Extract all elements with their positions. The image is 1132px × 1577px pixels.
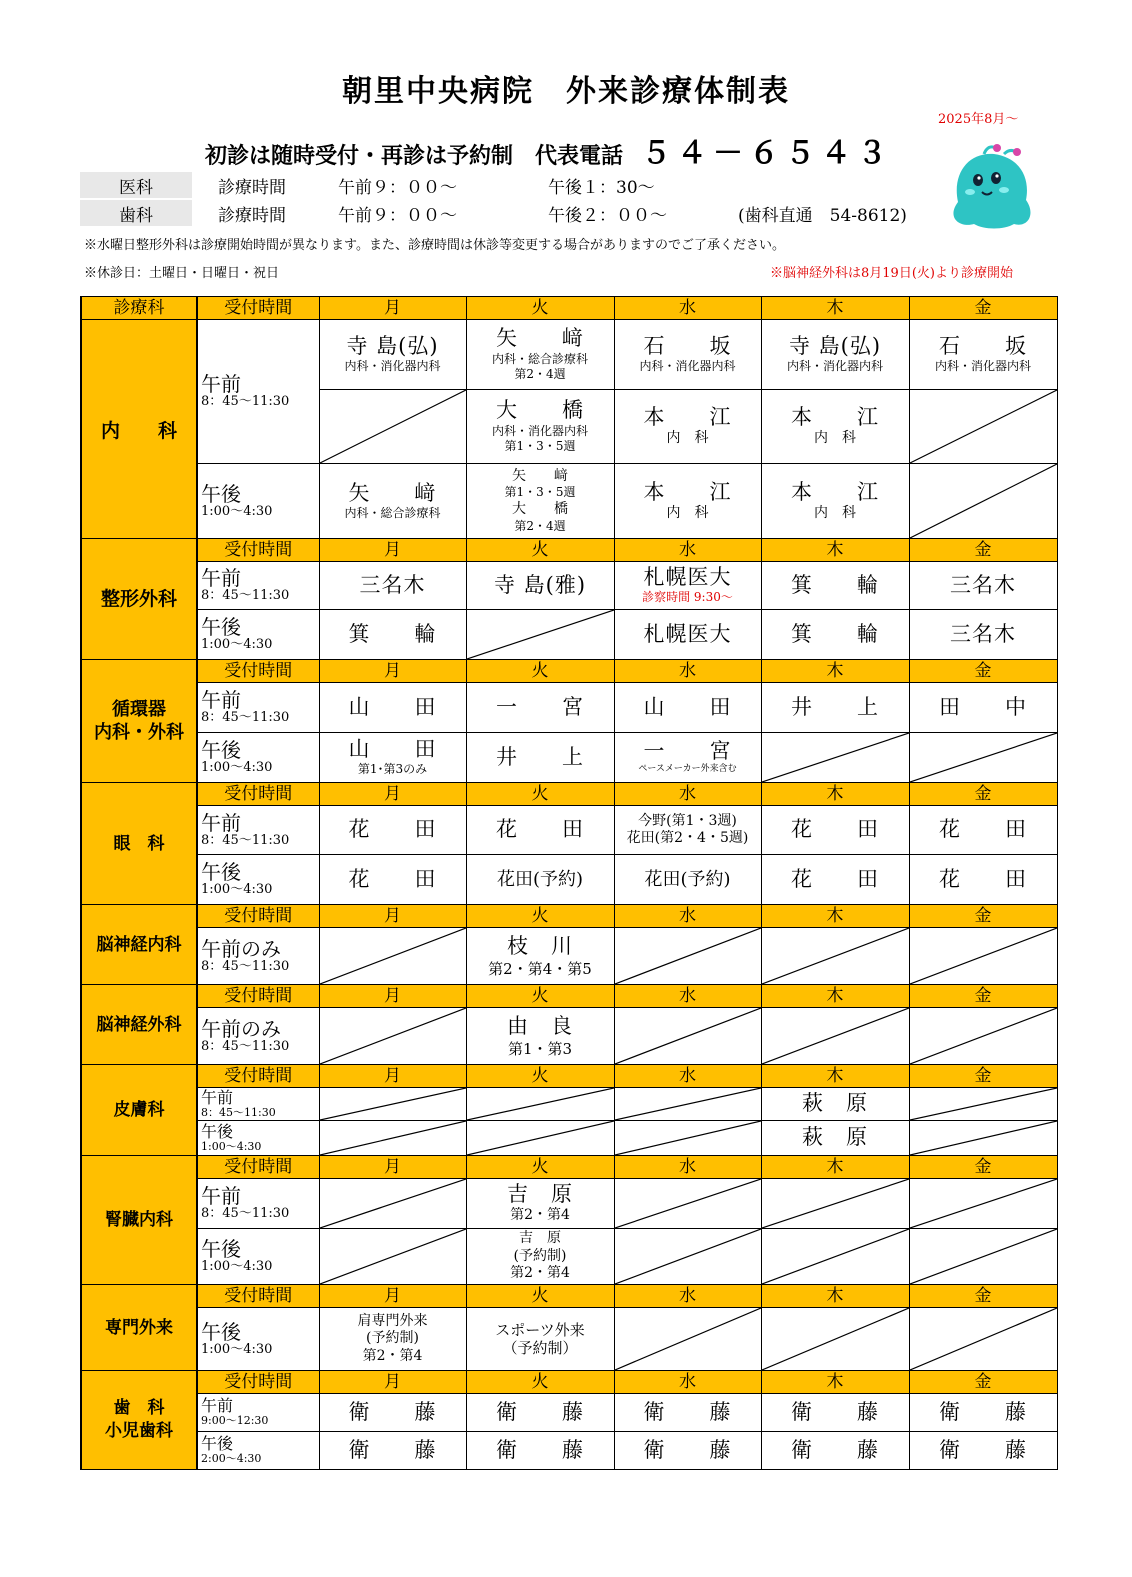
subheader-day: 木 [761,1285,909,1308]
table-row [81,1008,1057,1065]
subheader-day: 水 [614,985,761,1008]
closed-slash [762,1229,909,1284]
schedule-cell: 花田(予約) [614,855,761,905]
schedule-cell: 花 田 [761,806,909,855]
schedule-cell: 衛 藤 [466,1432,614,1470]
empty-cell [466,1121,614,1156]
subheader-day: 月 [319,1156,466,1179]
time-am: 午前 8：45～11:30 [197,1088,319,1121]
time-pm: 午後 1:00～4:30 [197,855,319,905]
schedule-cell: 寺 島(雅) [466,562,614,610]
closed-slash [762,733,909,782]
subheader-day: 金 [909,539,1057,562]
dept-dental: 歯 科 小児歯科 [81,1371,197,1470]
closed-slash [910,733,1057,782]
empty-cell [614,1229,761,1285]
table-row [81,1394,1057,1432]
subheader-row [81,1285,1057,1308]
empty-cell [466,1088,614,1121]
subheader-day: 金 [909,660,1057,683]
table-row [81,1121,1057,1156]
table-row [81,733,1057,783]
schedule-cell: 本 江 内 科 [614,390,761,464]
table-row [81,928,1057,985]
subheader-day: 月 [319,985,466,1008]
subheader-row [81,905,1057,928]
time-am: 午前 8：45～11:30 [197,806,319,855]
table-row [81,855,1057,905]
time-pm: 午後 1:00～4:30 [197,464,319,539]
subheader-day: 木 [761,783,909,806]
schedule-cell: 本 江 内 科 [761,390,909,464]
table-row [81,806,1057,855]
subheader-day: 木 [761,905,909,928]
subheader-row [81,1156,1057,1179]
dept-internal: 内 科 [81,320,197,539]
subheader-row [81,985,1057,1008]
subheader-day: 火 [466,1285,614,1308]
subheader-day: 水 [614,1285,761,1308]
time-am: 午前 8：45～11:30 [197,1179,319,1229]
empty-cell [319,1008,466,1065]
schedule-cell: 山 田 第1･第3のみ [319,733,466,783]
empty-cell [761,733,909,783]
schedule-cell: 矢 﨑 内科・総合診療科 [319,464,466,539]
subheader-day: 金 [909,783,1057,806]
dept-eye: 眼 科 [81,783,197,905]
subheader-day: 火 [466,660,614,683]
empty-cell [614,928,761,985]
empty-cell [319,1088,466,1121]
closed-slash [467,1088,614,1120]
closed-slash [467,610,614,659]
closed-slash [910,1179,1057,1228]
time-am: 午前 9:00～12:30 [197,1394,319,1432]
closed-slash [910,1308,1057,1370]
schedule-cell: 本 江 内 科 [614,464,761,539]
schedule-cell: 花 田 [909,806,1057,855]
header-dept: 診療科 [81,297,197,320]
empty-cell [909,390,1057,464]
time-pm: 午後 1:00～4:30 [197,1308,319,1371]
schedule-cell: 矢 﨑 第1・3・5週 大 橋 第2・4週 [466,464,614,539]
subheader-reception-time: 受付時間 [197,905,319,928]
closed-slash [762,1308,909,1370]
table-row [81,1088,1057,1121]
table-row [81,464,1057,539]
empty-cell [909,1008,1057,1065]
subheader-day: 月 [319,1285,466,1308]
empty-cell [614,1008,761,1065]
dental-hours-row [80,200,907,226]
schedule-cell: 寺 島(弘) 内科・消化器内科 [319,320,466,390]
medical-am-hours: 午前９：００～ [338,177,457,198]
subheader-day: 月 [319,1065,466,1088]
table-row [81,1179,1057,1229]
subheader-row [81,1065,1057,1088]
closed-slash [320,1088,466,1120]
schedule-cell: 吉 原 (予約制) 第2・第4 [466,1229,614,1285]
subheader-reception-time: 受付時間 [197,539,319,562]
empty-cell [319,390,466,464]
schedule-cell: 箕 輪 [761,610,909,660]
closed-slash [910,464,1057,538]
subheader-day: 木 [761,660,909,683]
subheader-reception-time: 受付時間 [197,1156,319,1179]
header-tue: 火 [466,297,614,320]
time-am: 午前 8：45～11:30 [197,562,319,610]
subheader-day: 火 [466,539,614,562]
schedule-cell: 衛 藤 [319,1432,466,1470]
subtitle-lead: 初診は随時受付・再診は予約制 代表電話 [205,143,624,169]
closed-slash [910,1008,1057,1064]
hours-label: 診療時間 [218,205,286,226]
dental-direct-phone: (歯科直通 54-8612) [738,205,907,226]
schedule-cell: 衛 藤 [761,1394,909,1432]
schedule-cell: 大 橋 内科・消化器内科 第1・3・5週 [466,390,614,464]
schedule-cell: 衛 藤 [466,1394,614,1432]
header-wed: 水 [614,297,761,320]
dental-label: 歯科 [80,200,192,226]
closed-slash [320,390,466,463]
subtitle [205,128,893,172]
table-row [81,1432,1057,1470]
empty-cell [909,1179,1057,1229]
subheader-day: 水 [614,539,761,562]
dept-kidney: 腎臓内科 [81,1156,197,1285]
notice-closed-days: ※休診日：土曜日・日曜日・祝日 [84,266,280,281]
schedule-cell: 井 上 [466,733,614,783]
table-row [81,683,1057,733]
schedule-cell: 三名木 [909,610,1057,660]
subheader-reception-time: 受付時間 [197,985,319,1008]
closed-slash [762,1008,909,1064]
empty-cell [614,1179,761,1229]
schedule-cell: 花 田 [319,855,466,905]
subheader-day: 木 [761,985,909,1008]
closed-slash [762,1179,909,1228]
closed-slash [615,1229,761,1284]
subheader-day: 水 [614,905,761,928]
closed-slash [615,1179,761,1228]
schedule-cell: 寺 島(弘) 内科・消化器内科 [761,320,909,390]
empty-cell [466,610,614,660]
schedule-cell: 一 宮 [466,683,614,733]
closed-slash [615,1308,761,1370]
closed-slash [910,1229,1057,1284]
notice-schedule-change: ※水曜日整形外科は診療開始時間が異なります。また、診療時間は休診等変更する場合がありますのでご了承ください。 [84,238,785,253]
subheader-day: 火 [466,1371,614,1394]
empty-cell [909,733,1057,783]
closed-slash [320,1229,466,1284]
subheader-day: 火 [466,905,614,928]
subheader-row [81,539,1057,562]
schedule-cell: 萩 原 [761,1121,909,1156]
schedule-cell: 三名木 [319,562,466,610]
schedule-cell: 井 上 [761,683,909,733]
phone-number: ５４－６５４３ [641,136,894,171]
empty-cell [319,1121,466,1156]
notice-neurosurgery-start: ※脳神経外科は8月19日(火)より診療開始 [770,266,1013,281]
time-am: 午前 8：45～11:30 [197,683,319,733]
closed-slash [320,928,466,984]
schedule-cell: 萩 原 [761,1088,909,1121]
empty-cell [909,1088,1057,1121]
time-am: 午前 8：45～11:30 [197,320,319,464]
hours-label: 診療時間 [218,177,286,198]
schedule-cell: 花 田 [909,855,1057,905]
schedule-cell: 石 坂 内科・消化器内科 [909,320,1057,390]
empty-cell [909,928,1057,985]
closed-slash [615,1121,761,1155]
closed-slash [910,390,1057,463]
subheader-day: 金 [909,1285,1057,1308]
schedule-table [80,296,1058,1470]
schedule-cell: 札幌医大 診察時間 9:30～ [614,562,761,610]
subheader-day: 月 [319,905,466,928]
schedule-cell: 衛 藤 [614,1432,761,1470]
subheader-day: 木 [761,1156,909,1179]
time-am-only: 午前のみ 8：45～11:30 [197,928,319,985]
closed-slash [910,1121,1057,1155]
subheader-day: 火 [466,985,614,1008]
dept-special: 専門外来 [81,1285,197,1371]
schedule-cell: 箕 輪 [761,562,909,610]
medical-label: 医科 [80,172,192,198]
page-title: 朝里中央病院 外来診療体制表 [342,74,790,109]
closed-slash [467,1121,614,1155]
empty-cell [909,464,1057,539]
dental-pm-hours: 午後２：００～ [548,205,667,226]
closed-slash [910,1088,1057,1120]
closed-slash [320,1121,466,1155]
subheader-day: 月 [319,539,466,562]
subheader-day: 金 [909,905,1057,928]
empty-cell [614,1088,761,1121]
closed-slash [910,928,1057,984]
time-am-only: 午前のみ 8：45～11:30 [197,1008,319,1065]
header-thu: 木 [761,297,909,320]
table-row [81,562,1057,610]
subheader-row [81,660,1057,683]
header-fri: 金 [909,297,1057,320]
subheader-day: 月 [319,1371,466,1394]
time-pm: 午後 1:00～4:30 [197,1121,319,1156]
schedule-cell: 花 田 [466,806,614,855]
empty-cell [319,1229,466,1285]
header-mon: 月 [319,297,466,320]
subheader-day: 水 [614,660,761,683]
subheader-row [81,1371,1057,1394]
empty-cell [319,928,466,985]
subheader-day: 金 [909,985,1057,1008]
dept-neurology: 脳神経内科 [81,905,197,985]
schedule-cell: 三名木 [909,562,1057,610]
schedule-cell: 今野(第1・3週) 花田(第2・4・5週) [614,806,761,855]
empty-cell [909,1121,1057,1156]
subheader-reception-time: 受付時間 [197,660,319,683]
closed-slash [320,1179,466,1228]
schedule-cell: 山 田 [614,683,761,733]
closed-slash [615,1008,761,1064]
subheader-day: 火 [466,783,614,806]
empty-cell [319,1179,466,1229]
time-pm: 午後 1:00～4:30 [197,610,319,660]
closed-slash [615,1088,761,1120]
mascot-icon [944,140,1036,232]
closed-slash [762,928,909,984]
table-header-row [81,297,1057,320]
schedule-cell: 衛 藤 [909,1394,1057,1432]
subheader-day: 水 [614,1371,761,1394]
medical-hours-row [80,172,738,198]
dept-cardio: 循環器 内科・外科 [81,660,197,783]
closed-slash [320,1008,466,1064]
schedule-cell: 花 田 [761,855,909,905]
table-row [81,610,1057,660]
schedule-cell: 矢 﨑 内科・総合診療科 第2・4週 [466,320,614,390]
schedule-cell: 肩専門外来 (予約制) 第2・第4 [319,1308,466,1371]
schedule-cell: 由 良 第1・第3 [466,1008,614,1065]
empty-cell [761,1008,909,1065]
subheader-reception-time: 受付時間 [197,1371,319,1394]
dental-am-hours: 午前９：００～ [338,205,457,226]
subheader-day: 月 [319,660,466,683]
schedule-cell: 山 田 [319,683,466,733]
schedule-cell: 田 中 [909,683,1057,733]
time-pm: 午後 2:00～4:30 [197,1432,319,1470]
subheader-row [81,783,1057,806]
schedule-cell: 花 田 [319,806,466,855]
subheader-day: 木 [761,539,909,562]
empty-cell [761,928,909,985]
subheader-reception-time: 受付時間 [197,1065,319,1088]
empty-cell [614,1121,761,1156]
schedule-cell: 箕 輪 [319,610,466,660]
dept-neurosurgery: 脳神経外科 [81,985,197,1065]
subheader-day: 木 [761,1065,909,1088]
closed-slash [615,928,761,984]
schedule-cell: 衛 藤 [319,1394,466,1432]
subheader-day: 月 [319,783,466,806]
dept-derm: 皮膚科 [81,1065,197,1156]
schedule-cell: 衛 藤 [909,1432,1057,1470]
table-row [81,320,1057,390]
table-row [81,1229,1057,1285]
empty-cell [761,1308,909,1371]
subheader-day: 水 [614,783,761,806]
subheader-day: 水 [614,1065,761,1088]
subheader-reception-time: 受付時間 [197,1285,319,1308]
time-pm: 午後 1:00～4:30 [197,733,319,783]
subheader-day: 水 [614,1156,761,1179]
table-row [81,1308,1057,1371]
empty-cell [614,1308,761,1371]
subheader-day: 金 [909,1371,1057,1394]
schedule-cell: 石 坂 内科・消化器内科 [614,320,761,390]
dept-ortho: 整形外科 [81,539,197,660]
schedule-cell: 枝 川 第2・第4・第5 [466,928,614,985]
subheader-day: 木 [761,1371,909,1394]
schedule-cell: 吉 原 第2・第4 [466,1179,614,1229]
subheader-day: 金 [909,1065,1057,1088]
schedule-cell: 本 江 内 科 [761,464,909,539]
subheader-day: 金 [909,1156,1057,1179]
schedule-cell: 一 宮 ペースメーカー外来含む [614,733,761,783]
schedule-cell: 衛 藤 [614,1394,761,1432]
subheader-day: 火 [466,1065,614,1088]
time-pm: 午後 1:00～4:30 [197,1229,319,1285]
subheader-reception-time: 受付時間 [197,783,319,806]
subheader-day: 火 [466,1156,614,1179]
schedule-cell: 衛 藤 [761,1432,909,1470]
medical-pm-hours: 午後１：30～ [548,177,655,198]
schedule-cell: スポーツ外来 （予約制） [466,1308,614,1371]
empty-cell [761,1229,909,1285]
header-reception-time: 受付時間 [197,297,319,320]
empty-cell [909,1229,1057,1285]
schedule-cell: 花田(予約) [466,855,614,905]
empty-cell [761,1179,909,1229]
effective-date-note: 2025年8月～ [938,112,1019,127]
schedule-cell: 札幌医大 [614,610,761,660]
empty-cell [909,1308,1057,1371]
